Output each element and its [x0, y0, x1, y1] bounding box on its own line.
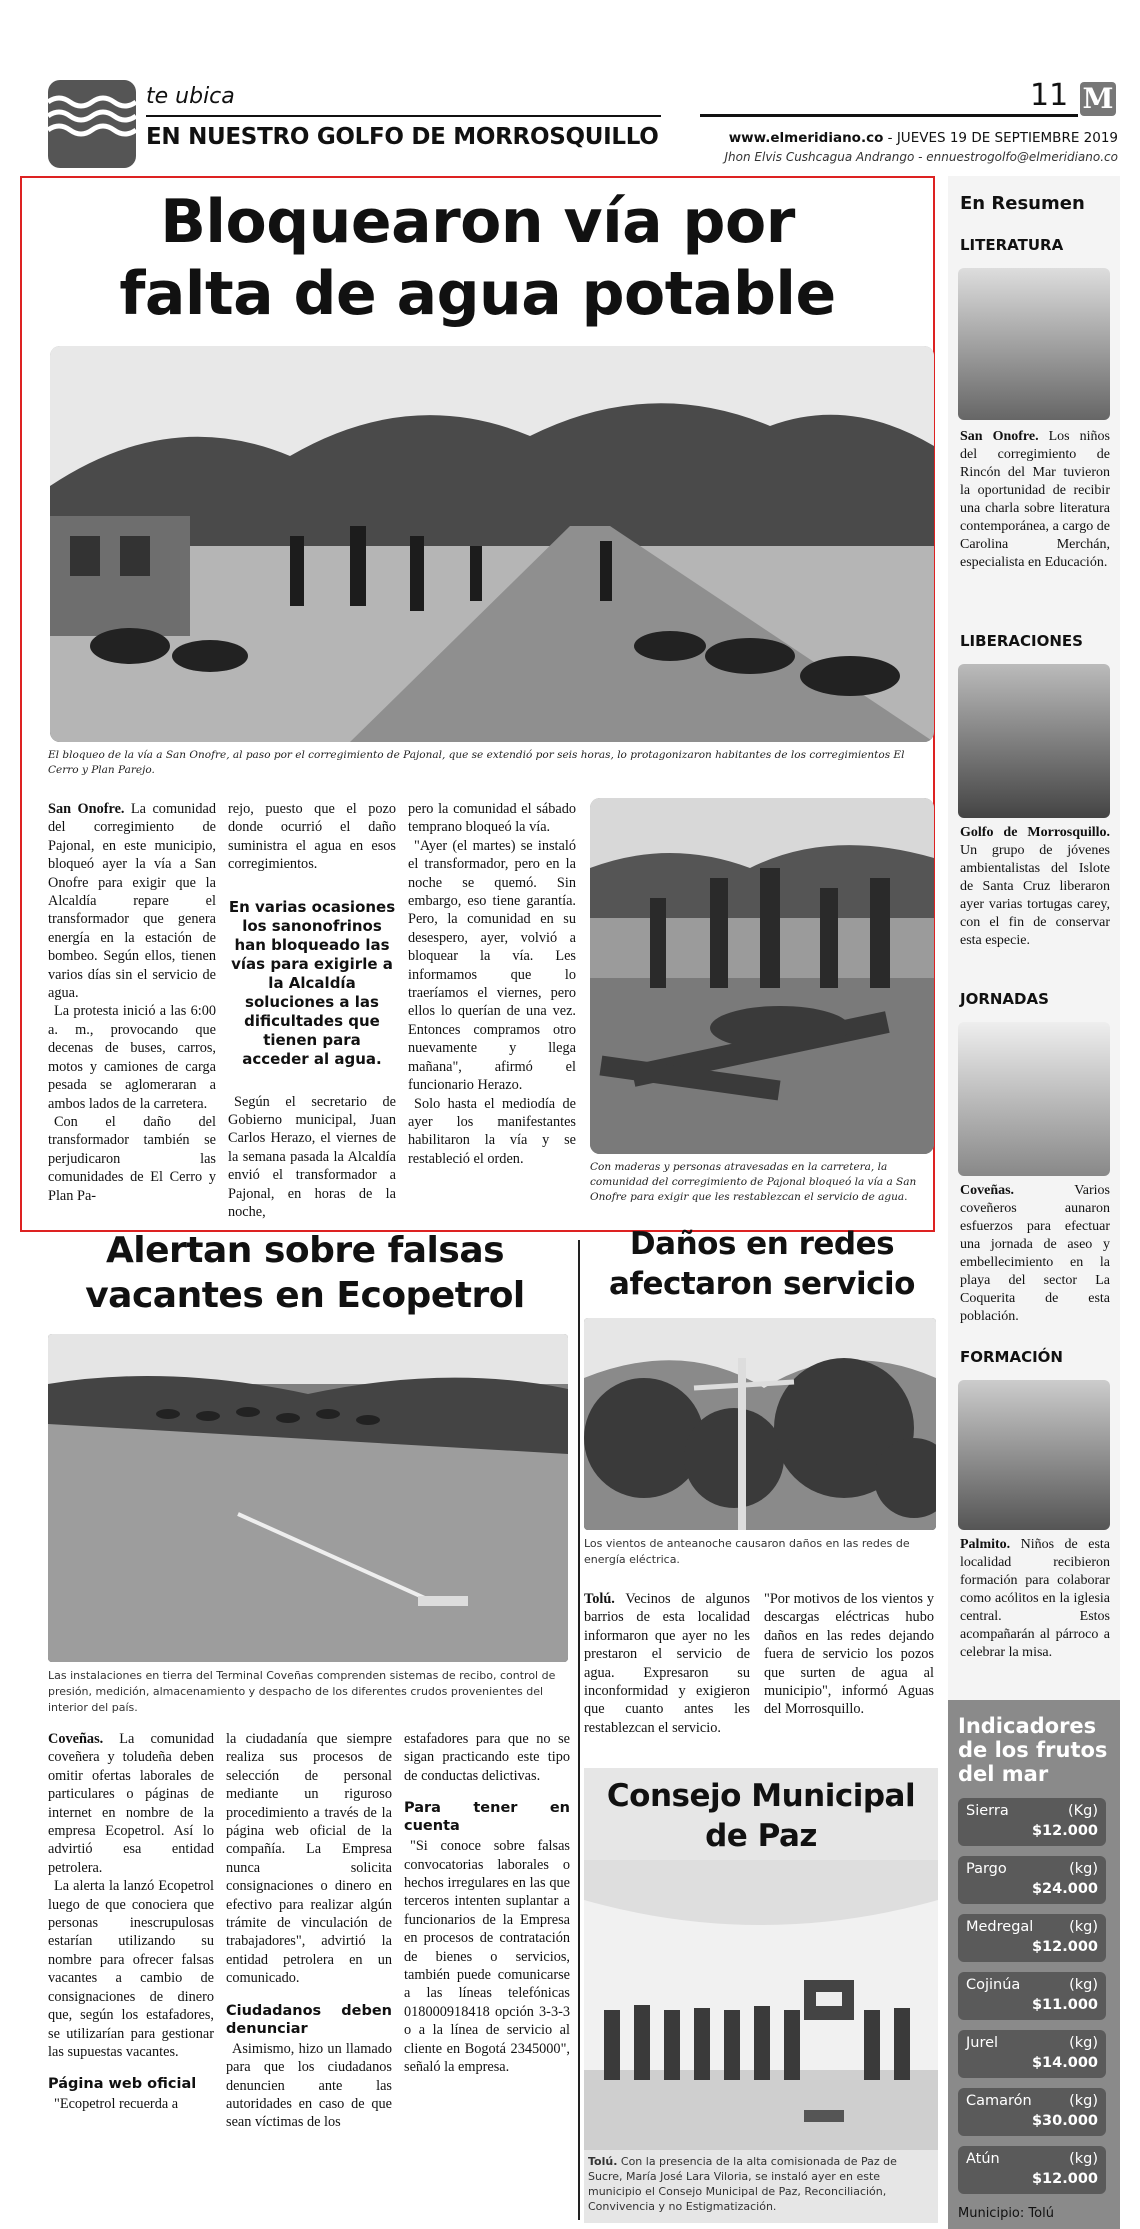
- danos-photo: [584, 1318, 936, 1530]
- jornadas-photo: [958, 1022, 1110, 1176]
- price-row: Sierra (Kg) $12.000: [958, 1798, 1106, 1846]
- danos-col-2: "Por motivos de los vientos y descargas eléctricas hubo daños en las redes dejando fuera de servicio los pozos que surten de agua al municipio", informó Aguas del Morrosquillo.: [764, 1591, 934, 1718]
- price-row: Atún (kg) $12.000: [958, 2146, 1106, 2194]
- main-headline: Bloquearon vía por falta de agua potable: [119, 187, 836, 329]
- danos-col-1: Tolú. Vecinos de algunos barrios de esta localidad informaron que ayer no les prestaron el servicio de agua. Expresaron su inconformidad y exigieron que cuanto antes les restablezcan el servicio.: [584, 1591, 750, 1736]
- header-section: EN NUESTRO GOLFO DE MORROSQUILLO: [146, 124, 659, 150]
- ecopetrol-col-3: estafadores para que no se sigan practicando este tipo de conductas delictivas. Para tener en cuenta "Si conoce sobre falsas convocatorias laborales o hechos irregulares en las que terceros intenten suplantar a funcionarios de la Empresa en procesos de contratación de bienes o servicios, también puede comunicarse a las líneas telefónicas 018000918418 opción 3-3-3 o a la línea de servicio al cliente en Bogotá 2345000", señaló la empresa.: [404, 1731, 570, 2076]
- sidebar-title: En Resumen: [960, 193, 1085, 214]
- liberaciones-photo: [958, 664, 1110, 818]
- price-row: Medregal (kg) $12.000: [958, 1914, 1106, 1962]
- danos-photo-caption: Los vientos de anteanoche causaron daños en las redes de energía eléctrica.: [584, 1537, 910, 1566]
- ecopetrol-photo: [48, 1334, 568, 1662]
- header-dateline: [700, 130, 1118, 146]
- main-dateline: San Onofre.: [48, 801, 125, 817]
- sidebar-label-jornadas: JORNADAS: [960, 990, 1049, 1008]
- consejo-caption: Tolú. Con la presencia de la alta comisionada de Paz de Sucre, María José Lara Viloria, se instaló ayer en este municipio el Consejo Municipal de Paz, Reconciliación, Convivencia y no Estigmatización.: [588, 2155, 897, 2213]
- sidebar-text-jornadas: Coveñas. Varios coveñeros aunaron esfuerzos para efectuar una jornada de aseo y embellecimiento en la playa del sector La Coquerita de esta población.: [960, 1183, 1110, 1324]
- prices-title: Indicadores de los frutos del mar: [958, 1714, 1108, 1786]
- sidebar-text-formacion: Palmito. Niños de esta localidad recibieron formación para colaborar como acólitos en la iglesia central. Estos acompañarán al párroco a celebrar la misa.: [960, 1537, 1110, 1660]
- consejo-photo: [584, 1860, 938, 2150]
- sidebar-label-formacion: FORMACIÓN: [960, 1348, 1063, 1366]
- main-photo: [50, 346, 934, 742]
- ecopetrol-photo-caption: Las instalaciones en tierra del Terminal Coveñas comprenden sistemas de recibo, control de presión, medición, almacenamiento y despacho de los diferentes crudos provenientes del interior del país.: [48, 1669, 556, 1714]
- ecopetrol-col-1: Coveñas. La comunidad coveñera y toludeña deben omitir ofertas laborales de particulares o páginas de internet en nombre de la empresa Ecopetrol. Así lo advirtió esa entidad petrolera. La alerta la lanzó Ecopetrol luego de que conociera que personas inescrupulosas estarían utilizando su nombre para ofrecer falsas vacantes a cambio de consignaciones de dinero que, según los estafadores, se utilizarían para gestionar las supuestas vacantes. Página web oficial "Ecopetrol recuerda a: [48, 1731, 214, 2113]
- ecopetrol-subhead-2: Ciudadanos deben denunciar: [226, 2002, 392, 2037]
- page-number: 11: [1030, 78, 1069, 113]
- price-row: Jurel (kg) $14.000: [958, 2030, 1106, 2078]
- sidebar-text-liberaciones: Golfo de Morrosquillo. Un grupo de jóvenes ambientalistas del Islote de Santa Cruz liberaron ayer varias tortugas carey, con el fin de conservar esta especie.: [960, 825, 1110, 948]
- main-photo-caption: El bloqueo de la vía a San Onofre, al paso por el corregimiento de Pajonal, que se extendió por seis horas, lo protagonizaron habitantes de los corregimientos El Cerro y Plan Parejo.: [48, 749, 905, 776]
- consejo-headline: Consejo Municipal de Paz: [606, 1778, 916, 1854]
- danos-headline: Daños en redes afectaron servicio: [609, 1226, 915, 1302]
- prices-box: [948, 1700, 1120, 2229]
- column-divider: [578, 1240, 580, 2220]
- sidebar-text-literatura: San Onofre. Los niños del corregimiento de Rincón del Mar tuvieron la oportunidad de recibir una charla sobre literatura contemporánea, a cargo de Carolina Merchán, especialista en Educación.: [960, 429, 1110, 570]
- pull-quote: En varias ocasiones los sanonofrinos han bloqueado las vías para exigirle a la Alcaldía soluciones a las dificultades que tienen para acceder al agua.: [228, 897, 396, 1068]
- literatura-photo: [958, 268, 1110, 420]
- sidebar-label-literatura: LITERATURA: [960, 236, 1064, 254]
- masthead-logo-icon: [1080, 82, 1116, 116]
- ecopetrol-col-2: la ciudadanía que siempre realiza sus procesos de selección de personal mediante un riguroso procedimiento a través de la página web oficial de la compañía. La Empresa nunca solicita consignaciones o dinero en efectivo para realizar algún trámite de vinculación de trabajadores", advirtió la entidad petrolera en un comunicado. Ciudadanos deben denunciar Asimismo, hizo un llamado para que los ciudadanos denuncien ante las autoridades en caso de que sean víctimas de los: [226, 1731, 392, 2131]
- ecopetrol-subhead-3: Para tener en cuenta: [404, 1800, 570, 1835]
- header-site[interactable]: www.elmeridiano.co: [728, 130, 884, 146]
- header-kicker: te ubica: [146, 84, 235, 109]
- ecopetrol-subhead-1: Página web oficial: [48, 2076, 197, 2093]
- logo-letter: M: [1082, 82, 1114, 115]
- main-col-3: pero la comunidad el sábado temprano bloqueó la vía. "Ayer (el martes) se instaló el transformador, pero en la noche se quemó. Sin embargo, eso tiene garantía. Pero, la comunidad en su desespero, ayer, volvió a bloquear la vía. Les informamos que lo traeríamos el viernes, pero ellos lo querían de una vez. Entonces compramos otro nuevamente y llega mañana", afirmó el funcionario Herazo. Solo hasta el mediodía de ayer los manifestantes habilitaron la vía y se restableció el orden.: [408, 801, 576, 1167]
- header-date: - JUEVES 19 DE SEPTIEMBRE 2019: [883, 130, 1118, 146]
- price-row: Pargo (kg) $24.000: [958, 1856, 1106, 1904]
- header-byline: Jhon Elvis Cushcagua Andrango - ennuestrogolfo@elmeridiano.co: [724, 150, 1118, 164]
- price-row: Cojinúa (kg) $11.000: [958, 1972, 1106, 2020]
- main-col-1: San Onofre. La comunidad del corregimiento de Pajonal, en este municipio, bloqueó ayer la vía a San Onofre para exigir que la Alcaldía repare el transformador que genera energía en la estación de bombeo. Según ellos, tienen varios días sin el servicio de agua. La protesta inició a las 6:00 a. m., provocando que decenas de buses, carros, motos y camiones de carga pesada se aglomeraran a ambos lados de la carretera. Con el daño del transformador también se perjudicaron las comunidades de El Cerro y Plan Pa-: [48, 801, 216, 1204]
- protest-photo: [590, 798, 934, 1154]
- main-col-2: rejo, puesto que el pozo donde ocurrió el daño suministra el agua en esos corregimientos. En varias ocasiones los sanonofrinos han bloqueado las vías para exigirle a la Alcaldía soluciones a las dificultades que tienen para acceder al agua. Según el secretario de Gobierno municipal, Juan Carlos Herazo, el viernes de la semana pasada la Alcaldía envió el transformador a Pajonal, en horas de la noche,: [228, 801, 396, 1221]
- price-row: Camarón (kg) $30.000: [958, 2088, 1106, 2136]
- ecopetrol-headline: Alertan sobre falsas vacantes en Ecopetrol: [85, 1230, 525, 1316]
- section-logo-icon: [48, 80, 136, 168]
- prices-municipio: Municipio: Tolú: [958, 2206, 1054, 2221]
- sidebar-label-liberaciones: LIBERACIONES: [960, 632, 1083, 650]
- formacion-photo: [958, 1380, 1110, 1530]
- protest-photo-caption: Con maderas y personas atravesadas en la carretera, la comunidad del corregimiento de Pajonal bloqueó la vía a San Onofre para exigir que les restablezcan el servicio de agua.: [590, 1161, 917, 1203]
